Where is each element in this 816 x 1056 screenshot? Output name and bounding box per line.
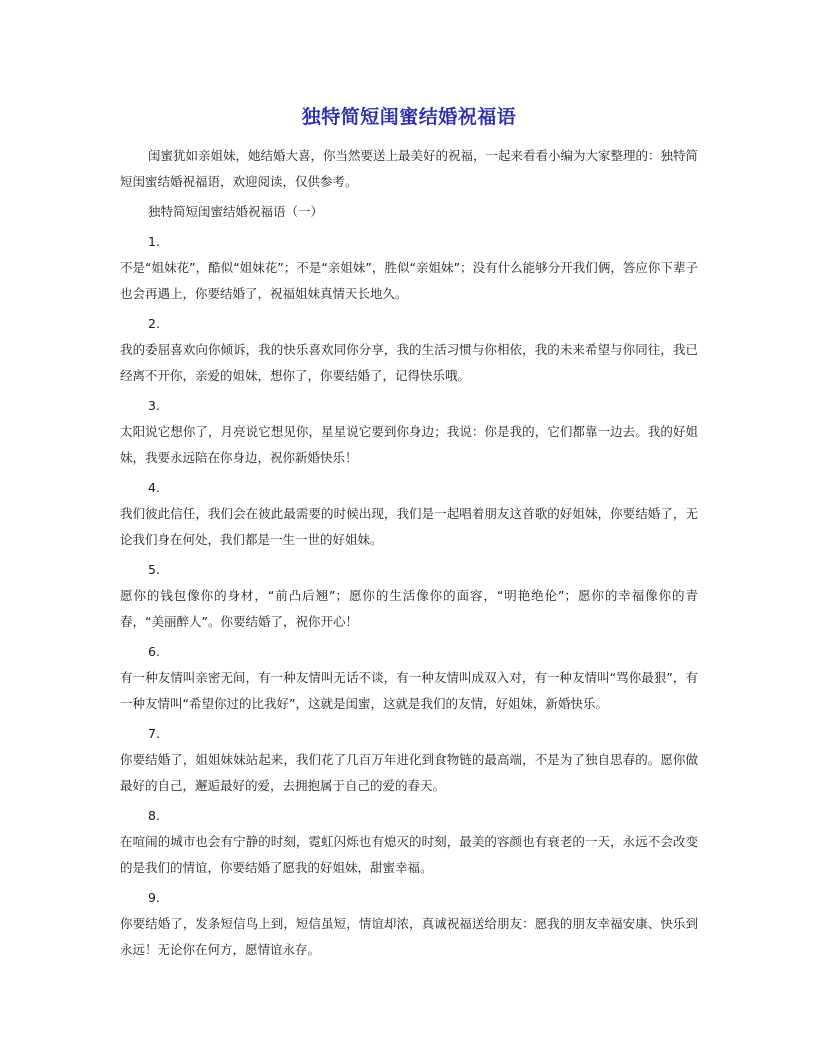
list-item bbox=[120, 557, 698, 635]
list-item bbox=[120, 721, 698, 799]
item-text: 不是“姐妹花”，酷似“姐妹花”；不是“亲姐妹”，胜似“亲姐妹”；没有什么能够分开我们俩，答应你下辈子也会再遇上，你要结婚了，祝福姐妹真情天长地久。 bbox=[120, 260, 698, 301]
item-text: 我们彼此信任，我们会在彼此最需要的时候出现，我们是一起唱着朋友这首歌的好姐妹，你要结婚了，无论我们身在何处，我们都是一生一世的好姐妹。 bbox=[120, 506, 698, 547]
document-title: 独特简短闺蜜结婚祝福语 bbox=[301, 106, 517, 128]
list-item bbox=[120, 311, 698, 389]
intro-paragraph: 闺蜜犹如亲姐妹，她结婚大喜，你当然要送上最美好的祝福，一起来看看小编为大家整理的：独特简短闺蜜结婚祝福语，欢迎阅读，仅供参考。 bbox=[120, 148, 699, 189]
item-text: 在喧闹的城市也会有宁静的时刻，霓虹闪烁也有熄灭的时刻，最美的容颜也有衰老的一天，永远不会改变的是我们的情谊，你要结婚了愿我的好姐妹，甜蜜幸福。 bbox=[120, 834, 698, 875]
item-text: 你要结婚了，姐姐妹妹站起来，我们花了几百万年进化到食物链的最高端，不是为了独自思春的。愿你做最好的自己，邂逅最好的爱，去拥抱属于自己的爱的春天。 bbox=[120, 752, 698, 793]
list-item bbox=[120, 885, 698, 963]
list-item bbox=[120, 803, 698, 881]
item-number: 9. bbox=[148, 890, 160, 905]
item-number: 3. bbox=[148, 398, 160, 413]
item-text: 愿你的钱包像你的身材，“前凸后翘”；愿你的生活像你的面容，“明艳绝伦”；愿你的幸福像你的青春，“美丽醉人”。你要结婚了，祝你开心！ bbox=[120, 588, 698, 629]
item-number: 5. bbox=[148, 562, 160, 577]
list-item bbox=[120, 393, 698, 471]
section-heading: 独特简短闺蜜结婚祝福语（一） bbox=[148, 204, 324, 219]
item-number: 6. bbox=[148, 644, 160, 659]
list-item bbox=[120, 229, 698, 307]
item-text: 你要结婚了，发条短信鸟上到，短信虽短，情谊却浓，真诚祝福送给朋友：愿我的朋友幸福安康、快乐到永远！无论你在何方，愿情谊永存。 bbox=[120, 916, 698, 957]
list-item bbox=[120, 639, 698, 717]
item-text: 我的委屈喜欢向你倾诉，我的快乐喜欢同你分享，我的生活习惯与你相依，我的未来希望与你同往，我已经离不开你，亲爱的姐妹，想你了，你要结婚了，记得快乐哦。 bbox=[120, 342, 698, 383]
blessing-list bbox=[120, 229, 698, 963]
item-number: 2. bbox=[148, 316, 160, 331]
item-text: 有一种友情叫亲密无间，有一种友情叫无话不谈，有一种友情叫成双入对，有一种友情叫“骂你最狠”，有一种友情叫“希望你过的比我好”，这就是闺蜜，这就是我们的友情，好姐妹，新婚快乐。 bbox=[120, 670, 698, 711]
item-number: 1. bbox=[148, 234, 160, 249]
item-text: 太阳说它想你了，月亮说它想见你，星星说它要到你身边；我说：你是我的，它们都靠一边去。我的好姐妹，我要永远陪在你身边，祝你新婚快乐！ bbox=[120, 424, 698, 465]
item-number: 8. bbox=[148, 808, 160, 823]
item-number: 4. bbox=[148, 480, 160, 495]
item-number: 7. bbox=[148, 726, 160, 741]
list-item bbox=[120, 475, 698, 553]
